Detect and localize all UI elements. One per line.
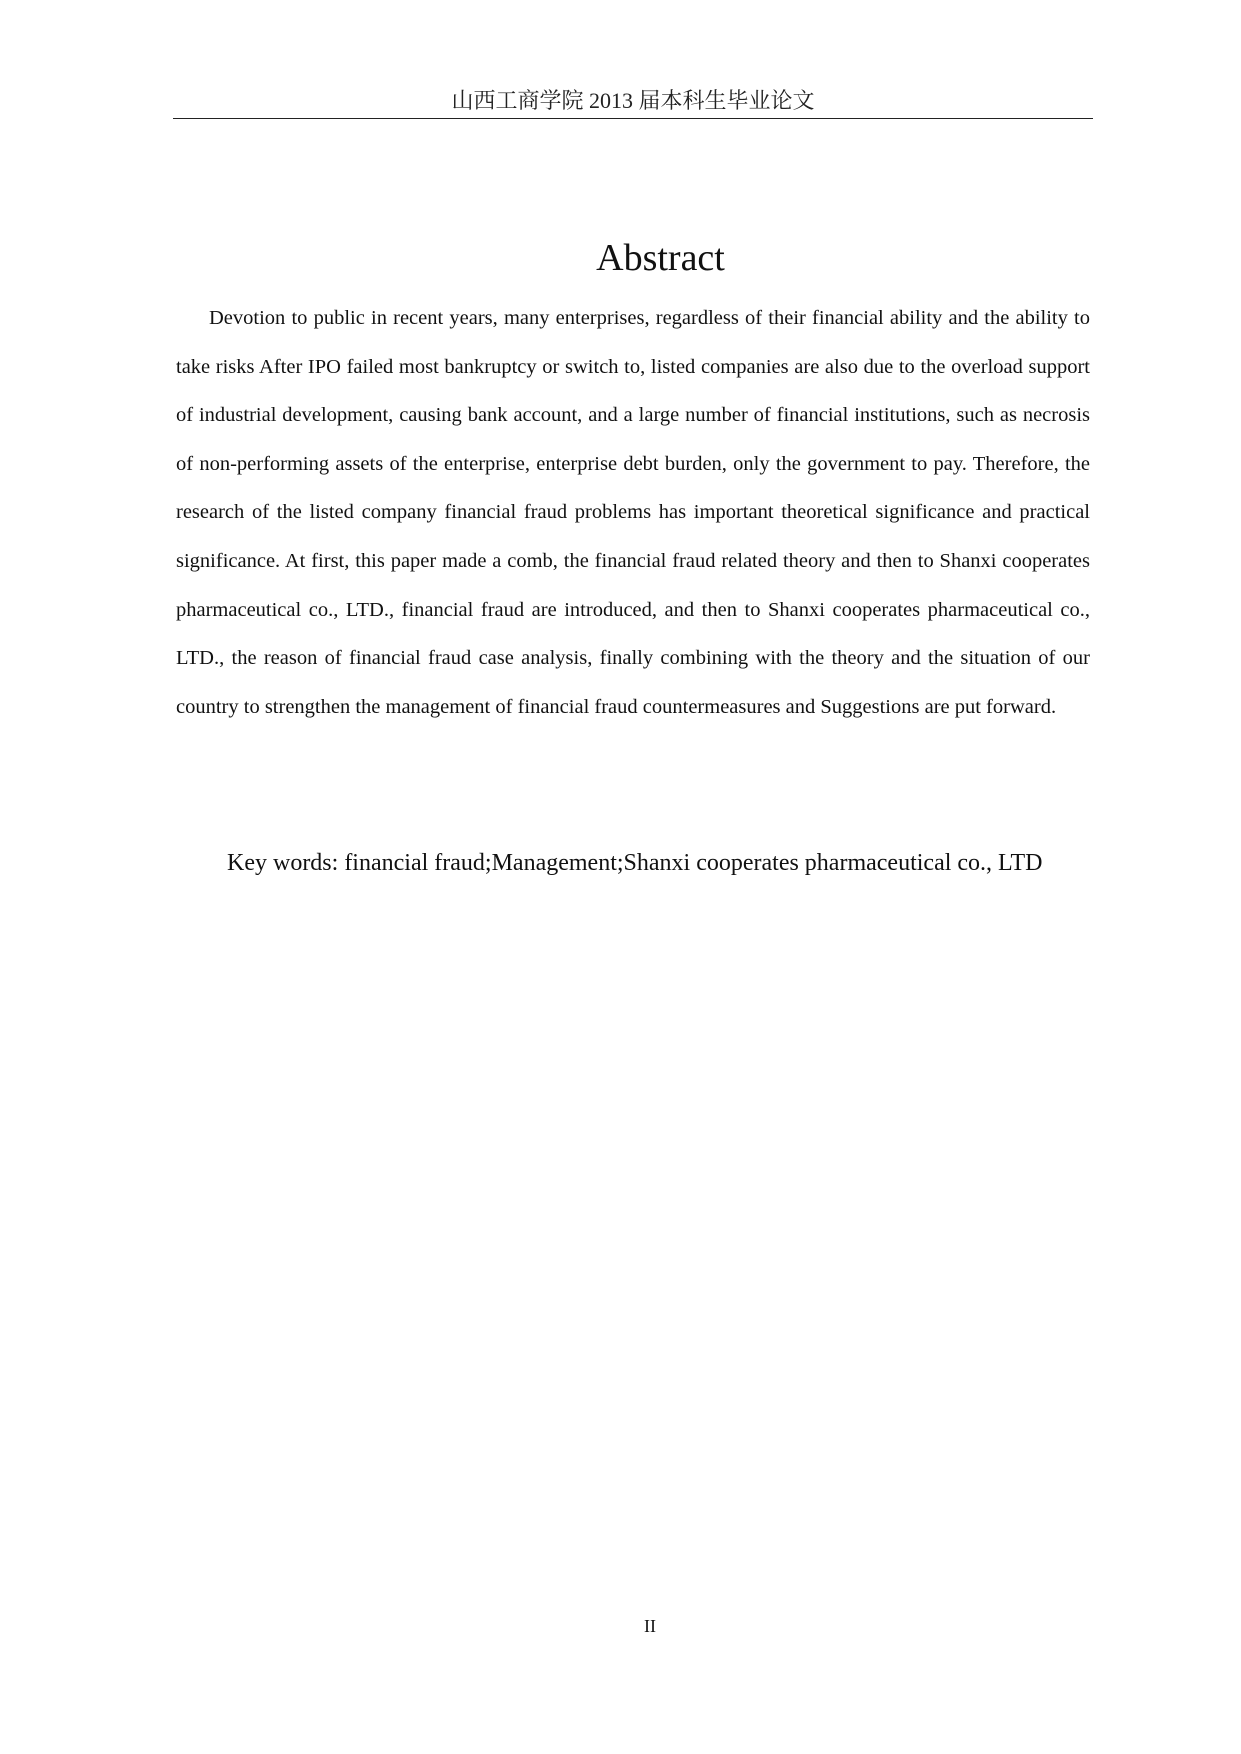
running-header: 山西工商学院 2013 届本科生毕业论文	[451, 88, 815, 113]
keywords-line: Key words: financial fraud;Management;Shanxi cooperates pharmaceutical co., LTD	[227, 850, 1043, 876]
header-divider	[173, 118, 1093, 119]
page-number: II	[644, 1616, 656, 1636]
abstract-body: Devotion to public in recent years, many enterprises, regardless of their financial ability and the ability to take risks After IPO failed most bankruptcy or switch to, listed companies are also due to the overload support of industrial development, causing bank account, and a large number of financial institutions, such as necrosis of non-performing assets of the enterprise, enterprise debt burden, only the government to pay. Therefore, the research of the listed company financial fraud problems has important theoretical significance and practical significance. At first, this paper made a comb, the financial fraud related theory and then to Shanxi cooperates pharmaceutical co., LTD., financial fraud are introduced, and then to Shanxi cooperates pharmaceutical co., LTD., the reason of financial fraud case analysis, finally combining with the theory and the situation of our country to strengthen the management of financial fraud countermeasures and Suggestions are put forward.	[176, 307, 1090, 718]
abstract-title: Abstract	[596, 237, 725, 279]
